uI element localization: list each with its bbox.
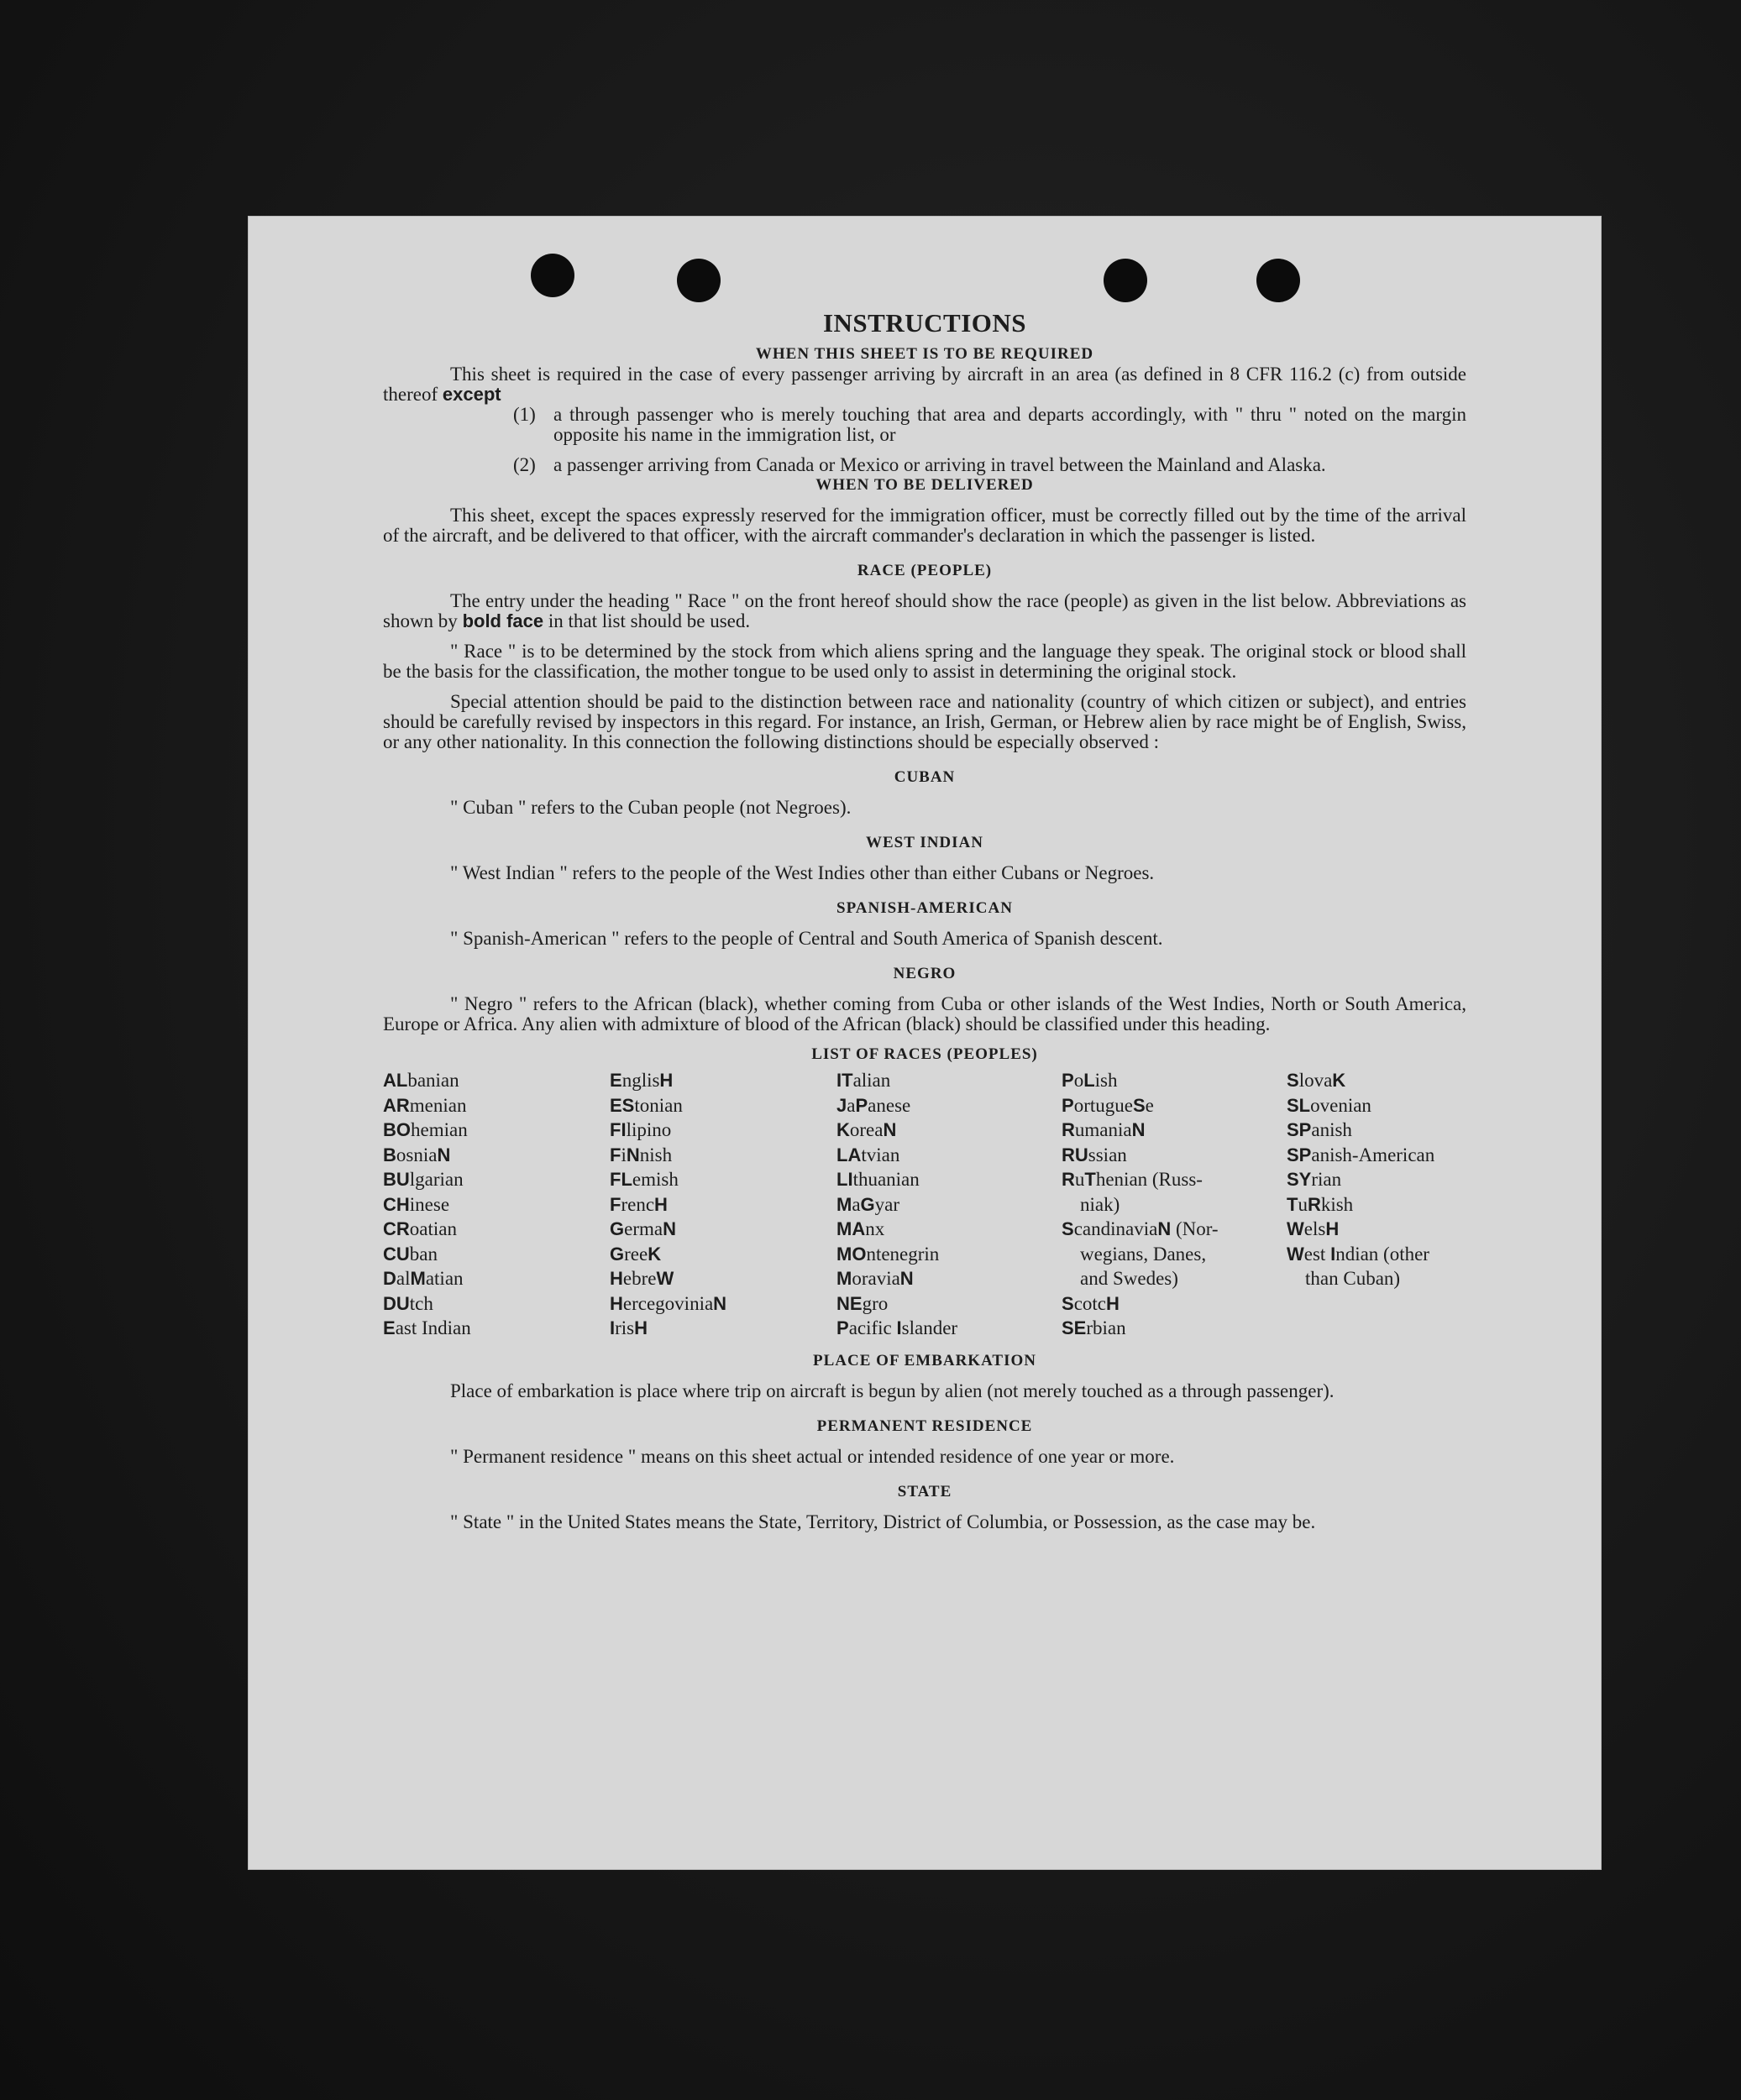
race-abbrev-letters: L: [1083, 1070, 1095, 1091]
race-abbrev-letters: H: [654, 1193, 668, 1215]
race-entry: [383, 1093, 610, 1118]
race-entry: [1287, 1192, 1466, 1218]
race-name-text: acific: [848, 1317, 897, 1338]
exception-item-2: [513, 455, 1466, 475]
race-abbrev-letters: P: [836, 1317, 849, 1338]
race-name-text: kish: [1320, 1193, 1354, 1215]
race-name-text: renc: [621, 1193, 655, 1215]
heading-west-indian: WEST INDIAN: [866, 834, 983, 851]
heading-when-delivered: WHEN TO BE DELIVERED: [815, 476, 1034, 494]
race-name-text: rian: [1311, 1169, 1342, 1190]
race-abbrev-letters: P: [855, 1094, 868, 1116]
race-entry: [610, 1316, 836, 1341]
heading-spanish-american: SPANISH-AMERICAN: [836, 899, 1013, 917]
race-abbrev-letters: J: [836, 1094, 847, 1116]
race-entry: [610, 1266, 836, 1291]
race-abbrev-letters: ES: [610, 1094, 635, 1116]
race-abbrev-letters: N: [437, 1144, 451, 1165]
paragraph-negro: " Negro " refers to the African (black), whether coming from Cuba or other islands of the West Indies, North or South America, Europe or Africa. Any alien with admixture of blood of the African (black) should be classified under this heading.: [383, 993, 1466, 1034]
race-name-text: osnia: [396, 1144, 438, 1165]
race-abbrev-letters: H: [610, 1268, 623, 1289]
paragraph-when-required: [383, 364, 1466, 405]
race-name-text: u: [1298, 1193, 1308, 1215]
race-name-text: tvian: [861, 1144, 900, 1165]
race-abbrev-letters: P: [1062, 1094, 1074, 1116]
race-entry: [836, 1118, 1062, 1143]
race-entry: [836, 1192, 1062, 1218]
race-name-text: ast Indian: [395, 1317, 471, 1338]
race-entry: [1062, 1093, 1287, 1118]
race-abbrev-letters: SY: [1287, 1169, 1312, 1190]
race-name-text: ntenegrin: [866, 1243, 940, 1265]
race-abbrev-letters: H: [659, 1070, 674, 1091]
exception-item-1: [513, 405, 1466, 445]
paragraph-race-2: " Race " is to be determined by the stock from which aliens spring and the language they speak. The original stock or blood shall be the basis for the classification, the mother tongue to be used only to assist in determining the original stock.: [383, 641, 1466, 682]
race-name-text: emish: [632, 1169, 679, 1190]
race-name-text: ndian (other: [1335, 1243, 1429, 1265]
race-entry: [836, 1316, 1062, 1341]
race-abbrev-letters: W: [656, 1268, 674, 1289]
exception-number: (2): [513, 454, 536, 475]
race-entry: [383, 1192, 610, 1218]
race-name-text: thuanian: [852, 1169, 920, 1190]
race-abbrev-letters: MO: [836, 1243, 867, 1265]
race-name-text: yar: [874, 1193, 900, 1215]
race-abbrev-letters: T: [1084, 1169, 1096, 1190]
race-entry: [383, 1217, 610, 1242]
paragraph-west-indian: " West Indian " refers to the people of the West Indies other than either Cubans or Negroes.: [450, 862, 1155, 883]
race-abbrev-letters: K: [648, 1243, 662, 1265]
race-name-text: orea: [849, 1119, 884, 1140]
race-abbrev-letters: W: [1287, 1218, 1304, 1239]
heading-negro: NEGRO: [893, 965, 957, 982]
heading-state: STATE: [897, 1482, 952, 1500]
race-abbrev-letters: AL: [383, 1070, 408, 1091]
race-entry: [836, 1217, 1062, 1242]
race-abbrev-letters: DU: [383, 1292, 410, 1314]
race-name-text: ebre: [622, 1268, 657, 1289]
race-name-text: ovenian: [1310, 1094, 1371, 1116]
race-abbrev-letters: LI: [836, 1169, 853, 1190]
race-name-text: ssian: [1088, 1144, 1127, 1165]
race-abbrev-letters: LA: [836, 1144, 862, 1165]
races-column: [836, 1068, 1062, 1341]
race-name-text: slander: [901, 1317, 958, 1338]
race-entry: [836, 1242, 1062, 1267]
race-name-text: atian: [425, 1268, 464, 1289]
heading-when-required: WHEN THIS SHEET IS TO BE REQUIRED: [755, 345, 1094, 363]
race-abbrev-letters: BU: [383, 1169, 410, 1190]
race-abbrev-letters: SP: [1287, 1144, 1312, 1165]
race-abbrev-letters: I: [610, 1317, 616, 1338]
heading-list-of-races: LIST OF RACES (PEOPLES): [811, 1045, 1038, 1063]
race-entry: [1287, 1217, 1466, 1242]
race-abbrev-letters: K: [1332, 1070, 1346, 1091]
race-name-text: ree: [624, 1243, 648, 1265]
race-abbrev-letters: S: [1062, 1292, 1074, 1314]
race-entry: [1062, 1266, 1287, 1291]
race-abbrev-letters: H: [610, 1292, 623, 1314]
race-entry: [1287, 1143, 1466, 1168]
race-abbrev-letters: CR: [383, 1218, 410, 1239]
race-abbrev-letters: R: [1062, 1169, 1075, 1190]
race-abbrev-letters: IT: [836, 1070, 853, 1091]
race-abbrev-letters: CH: [383, 1193, 410, 1215]
races-list: [383, 1068, 1466, 1341]
race-name-text: ish: [1094, 1070, 1118, 1091]
race-abbrev-letters: N: [899, 1268, 914, 1289]
race-abbrev-letters: R: [1062, 1119, 1075, 1140]
race-abbrev-letters: I: [896, 1317, 902, 1338]
race-entry: [1062, 1316, 1287, 1341]
exception-text: a passenger arriving from Canada or Mexico or arriving in travel between the Mainland and Alaska.: [553, 454, 1326, 475]
race-entry: [610, 1192, 836, 1218]
race-name-text: els: [1303, 1218, 1326, 1239]
race-abbrev-letters: D: [383, 1268, 396, 1289]
races-column: [383, 1068, 610, 1341]
exception-number: (1): [513, 404, 536, 425]
race-name-text: menian: [409, 1094, 467, 1116]
race-entry: [383, 1118, 610, 1143]
race-name-text: cotc: [1073, 1292, 1106, 1314]
race-name-text: niak): [1080, 1193, 1120, 1215]
race-entry: [836, 1266, 1062, 1291]
race-abbrev-letters: G: [610, 1243, 625, 1265]
race-entry: [383, 1291, 610, 1317]
race-abbrev-letters: T: [1287, 1193, 1298, 1215]
race-abbrev-letters: N: [1157, 1218, 1172, 1239]
heading-race: RACE (PEOPLE): [857, 562, 993, 579]
race-abbrev-letters: N: [883, 1119, 897, 1140]
race-abbrev-letters: S: [1132, 1094, 1146, 1116]
punch-hole-4: [1256, 259, 1300, 302]
race-entry: [610, 1167, 836, 1192]
race-entry: [1287, 1118, 1466, 1143]
race-abbrev-letters: MA: [836, 1218, 866, 1239]
race-entry: [1062, 1217, 1287, 1242]
heading-permanent-residence: PERMANENT RESIDENCE: [816, 1417, 1033, 1435]
race-name-text: lipino: [626, 1119, 672, 1140]
race-abbrev-letters: BO: [383, 1119, 411, 1140]
race-name-text: e: [1145, 1094, 1154, 1116]
race-abbrev-letters: S: [1287, 1070, 1299, 1091]
paragraph-cuban: " Cuban " refers to the Cuban people (not Negroes).: [450, 797, 852, 818]
race-abbrev-letters: P: [1062, 1070, 1074, 1091]
race-abbrev-letters: SE: [1062, 1317, 1087, 1338]
race-name-text: (Nor-: [1171, 1218, 1219, 1239]
paragraph-spanish-american: " Spanish-American " refers to the people of Central and South America of Spanish descent.: [450, 928, 1163, 949]
race-name-text: ban: [409, 1243, 438, 1265]
race-abbrev-letters: FL: [610, 1169, 632, 1190]
race-entry: [383, 1143, 610, 1168]
race-abbrev-letters: N: [1131, 1119, 1146, 1140]
race-abbrev-letters: S: [1062, 1218, 1074, 1239]
race-entry: [1287, 1167, 1466, 1192]
race-name-text: rbian: [1086, 1317, 1126, 1338]
race-name-text: u: [1074, 1169, 1085, 1190]
race-abbrev-letters: N: [663, 1218, 676, 1239]
race-abbrev-letters: I: [1330, 1243, 1336, 1265]
race-abbrev-letters: M: [836, 1268, 852, 1289]
race-abbrev-letters: K: [836, 1119, 850, 1140]
race-entry: [1062, 1167, 1287, 1192]
race-entry: [610, 1068, 836, 1093]
race-name-text: est: [1303, 1243, 1331, 1265]
punch-hole-3: [1104, 259, 1147, 302]
paragraph-place-of-embarkation: Place of embarkation is place where trip on aircraft is begun by alien (not merely touched as a through passenger).: [450, 1380, 1335, 1401]
race-entry: [836, 1143, 1062, 1168]
race-name-text: inese: [409, 1193, 450, 1215]
race-name-text: nglis: [621, 1070, 660, 1091]
race-entry: [836, 1093, 1062, 1118]
race-abbrev-letters: RU: [1062, 1144, 1088, 1165]
race-name-text: and Swedes): [1080, 1268, 1178, 1289]
race-text-a: The entry under the heading " Race " on the front hereof should show the race (people) as given in the list below. Abbreviations as shown by: [383, 590, 1466, 631]
paragraph-permanent-residence: " Permanent residence " means on this sheet actual or intended residence of one year or more.: [450, 1445, 1175, 1467]
race-name-text: i: [621, 1144, 627, 1165]
race-abbrev-letters: F: [610, 1193, 621, 1215]
punch-hole-1: [531, 254, 574, 297]
race-name-text: umania: [1074, 1119, 1132, 1140]
race-abbrev-letters: M: [836, 1193, 852, 1215]
race-name-text: a: [852, 1193, 861, 1215]
race-entry: [383, 1068, 610, 1093]
race-name-text: anish-American: [1311, 1144, 1435, 1165]
race-text-b: in that list should be used.: [548, 610, 751, 631]
race-abbrev-letters: N: [626, 1144, 640, 1165]
when-required-text: This sheet is required in the case of every passenger arriving by aircraft in an area (as defined in 8 CFR 116.2 (c) from outside thereof: [383, 364, 1466, 405]
race-entry: [1062, 1143, 1287, 1168]
race-entry: [1062, 1291, 1287, 1317]
race-abbrev-letters: NE: [836, 1292, 863, 1314]
race-name-text: tonian: [634, 1094, 683, 1116]
race-entry: [1287, 1242, 1466, 1267]
race-name-text: al: [396, 1268, 411, 1289]
document-body: [383, 309, 1466, 1532]
race-entry: [610, 1217, 836, 1242]
race-entry: [610, 1093, 836, 1118]
race-entry: [1287, 1266, 1466, 1291]
race-entry: [1062, 1068, 1287, 1093]
race-name-text: alian: [852, 1070, 891, 1091]
race-abbrev-letters: M: [410, 1268, 426, 1289]
race-entry: [610, 1242, 836, 1267]
race-abbrev-letters: R: [1307, 1193, 1321, 1215]
race-abbrev-letters: G: [610, 1218, 625, 1239]
race-abbrev-letters: B: [383, 1144, 396, 1165]
race-entry: [610, 1291, 836, 1317]
race-entry: [1062, 1118, 1287, 1143]
paragraph-race-3: Special attention should be paid to the distinction between race and nationality (country of which citizen or subject), and entries should be carefully revised by inspectors in this regard. For instance, an Irish, German, or Hebrew alien by race might be of English, Swiss, or any other nationality. In this connection the following distinctions should be especially observed :: [383, 691, 1466, 752]
paragraph-race-1: [383, 591, 1466, 631]
race-name-text: nx: [865, 1218, 885, 1239]
race-name-text: ris: [615, 1317, 635, 1338]
race-abbrev-letters: H: [1325, 1218, 1340, 1239]
race-abbrev-letters: N: [713, 1292, 727, 1314]
document-sheet: [249, 217, 1601, 1869]
race-name-text: than Cuban): [1305, 1268, 1401, 1289]
race-abbrev-letters: H: [1106, 1292, 1120, 1314]
race-abbrev-letters: E: [383, 1317, 396, 1338]
race-name-text: gro: [862, 1292, 889, 1314]
bold-face-label: bold face: [462, 610, 544, 631]
race-entry: [836, 1068, 1062, 1093]
race-name-text: nish: [639, 1144, 673, 1165]
punch-hole-2: [677, 259, 721, 302]
race-abbrev-letters: F: [610, 1144, 621, 1165]
race-name-text: a: [847, 1094, 856, 1116]
race-name-text: oatian: [409, 1218, 457, 1239]
race-abbrev-letters: AR: [383, 1094, 410, 1116]
race-name-text: ortugue: [1073, 1094, 1133, 1116]
race-name-text: erma: [624, 1218, 663, 1239]
race-name-text: candinavia: [1073, 1218, 1158, 1239]
race-entry: [383, 1242, 610, 1267]
race-entry: [836, 1167, 1062, 1192]
race-abbrev-letters: SP: [1287, 1119, 1312, 1140]
race-abbrev-letters: W: [1287, 1243, 1304, 1265]
race-abbrev-letters: H: [634, 1317, 648, 1338]
paragraph-when-delivered: This sheet, except the spaces expressly reserved for the immigration officer, must be correctly filled out by the time of the arrival of the aircraft, and be delivered to that officer, with the aircraft commander's declaration in which the passenger is listed.: [383, 505, 1466, 546]
race-abbrev-letters: SL: [1287, 1094, 1311, 1116]
race-abbrev-letters: FI: [610, 1119, 627, 1140]
race-name-text: lova: [1298, 1070, 1333, 1091]
exception-text: a through passenger who is merely touching that area and departs accordingly, with " thru " noted on the margin opposite his name in the immigration list, or: [553, 404, 1466, 445]
races-column: [1062, 1068, 1287, 1341]
race-name-text: anese: [868, 1094, 911, 1116]
race-entry: [1062, 1192, 1287, 1218]
race-entry: [1287, 1068, 1466, 1093]
race-name-text: anish: [1311, 1119, 1352, 1140]
race-abbrev-letters: E: [610, 1070, 622, 1091]
race-name-text: henian (Russ-: [1095, 1169, 1203, 1190]
race-name-text: ercegovinia: [622, 1292, 714, 1314]
race-name-text: banian: [407, 1070, 459, 1091]
race-entry: [1062, 1242, 1287, 1267]
race-entry: [836, 1291, 1062, 1317]
races-column: [610, 1068, 836, 1341]
heading-cuban: CUBAN: [894, 768, 956, 786]
race-entry: [610, 1118, 836, 1143]
race-entry: [1287, 1093, 1466, 1118]
race-name-text: hemian: [411, 1119, 468, 1140]
race-entry: [610, 1143, 836, 1168]
paragraph-state: " State " in the United States means the State, Territory, District of Columbia, or Possession, as the case may be.: [450, 1511, 1316, 1532]
race-abbrev-letters: CU: [383, 1243, 410, 1265]
races-column: [1287, 1068, 1466, 1341]
race-name-text: tch: [409, 1292, 433, 1314]
race-abbrev-letters: G: [860, 1193, 875, 1215]
page-title: INSTRUCTIONS: [822, 308, 1026, 338]
race-name-text: wegians, Danes,: [1080, 1243, 1207, 1265]
race-entry: [383, 1316, 610, 1341]
race-entry: [383, 1266, 610, 1291]
race-entry: [383, 1167, 610, 1192]
race-name-text: lgarian: [409, 1169, 464, 1190]
heading-place-of-embarkation: PLACE OF EMBARKATION: [813, 1351, 1036, 1369]
race-name-text: o: [1073, 1070, 1084, 1091]
race-name-text: oravia: [852, 1268, 900, 1289]
except-bold: except: [442, 384, 501, 405]
